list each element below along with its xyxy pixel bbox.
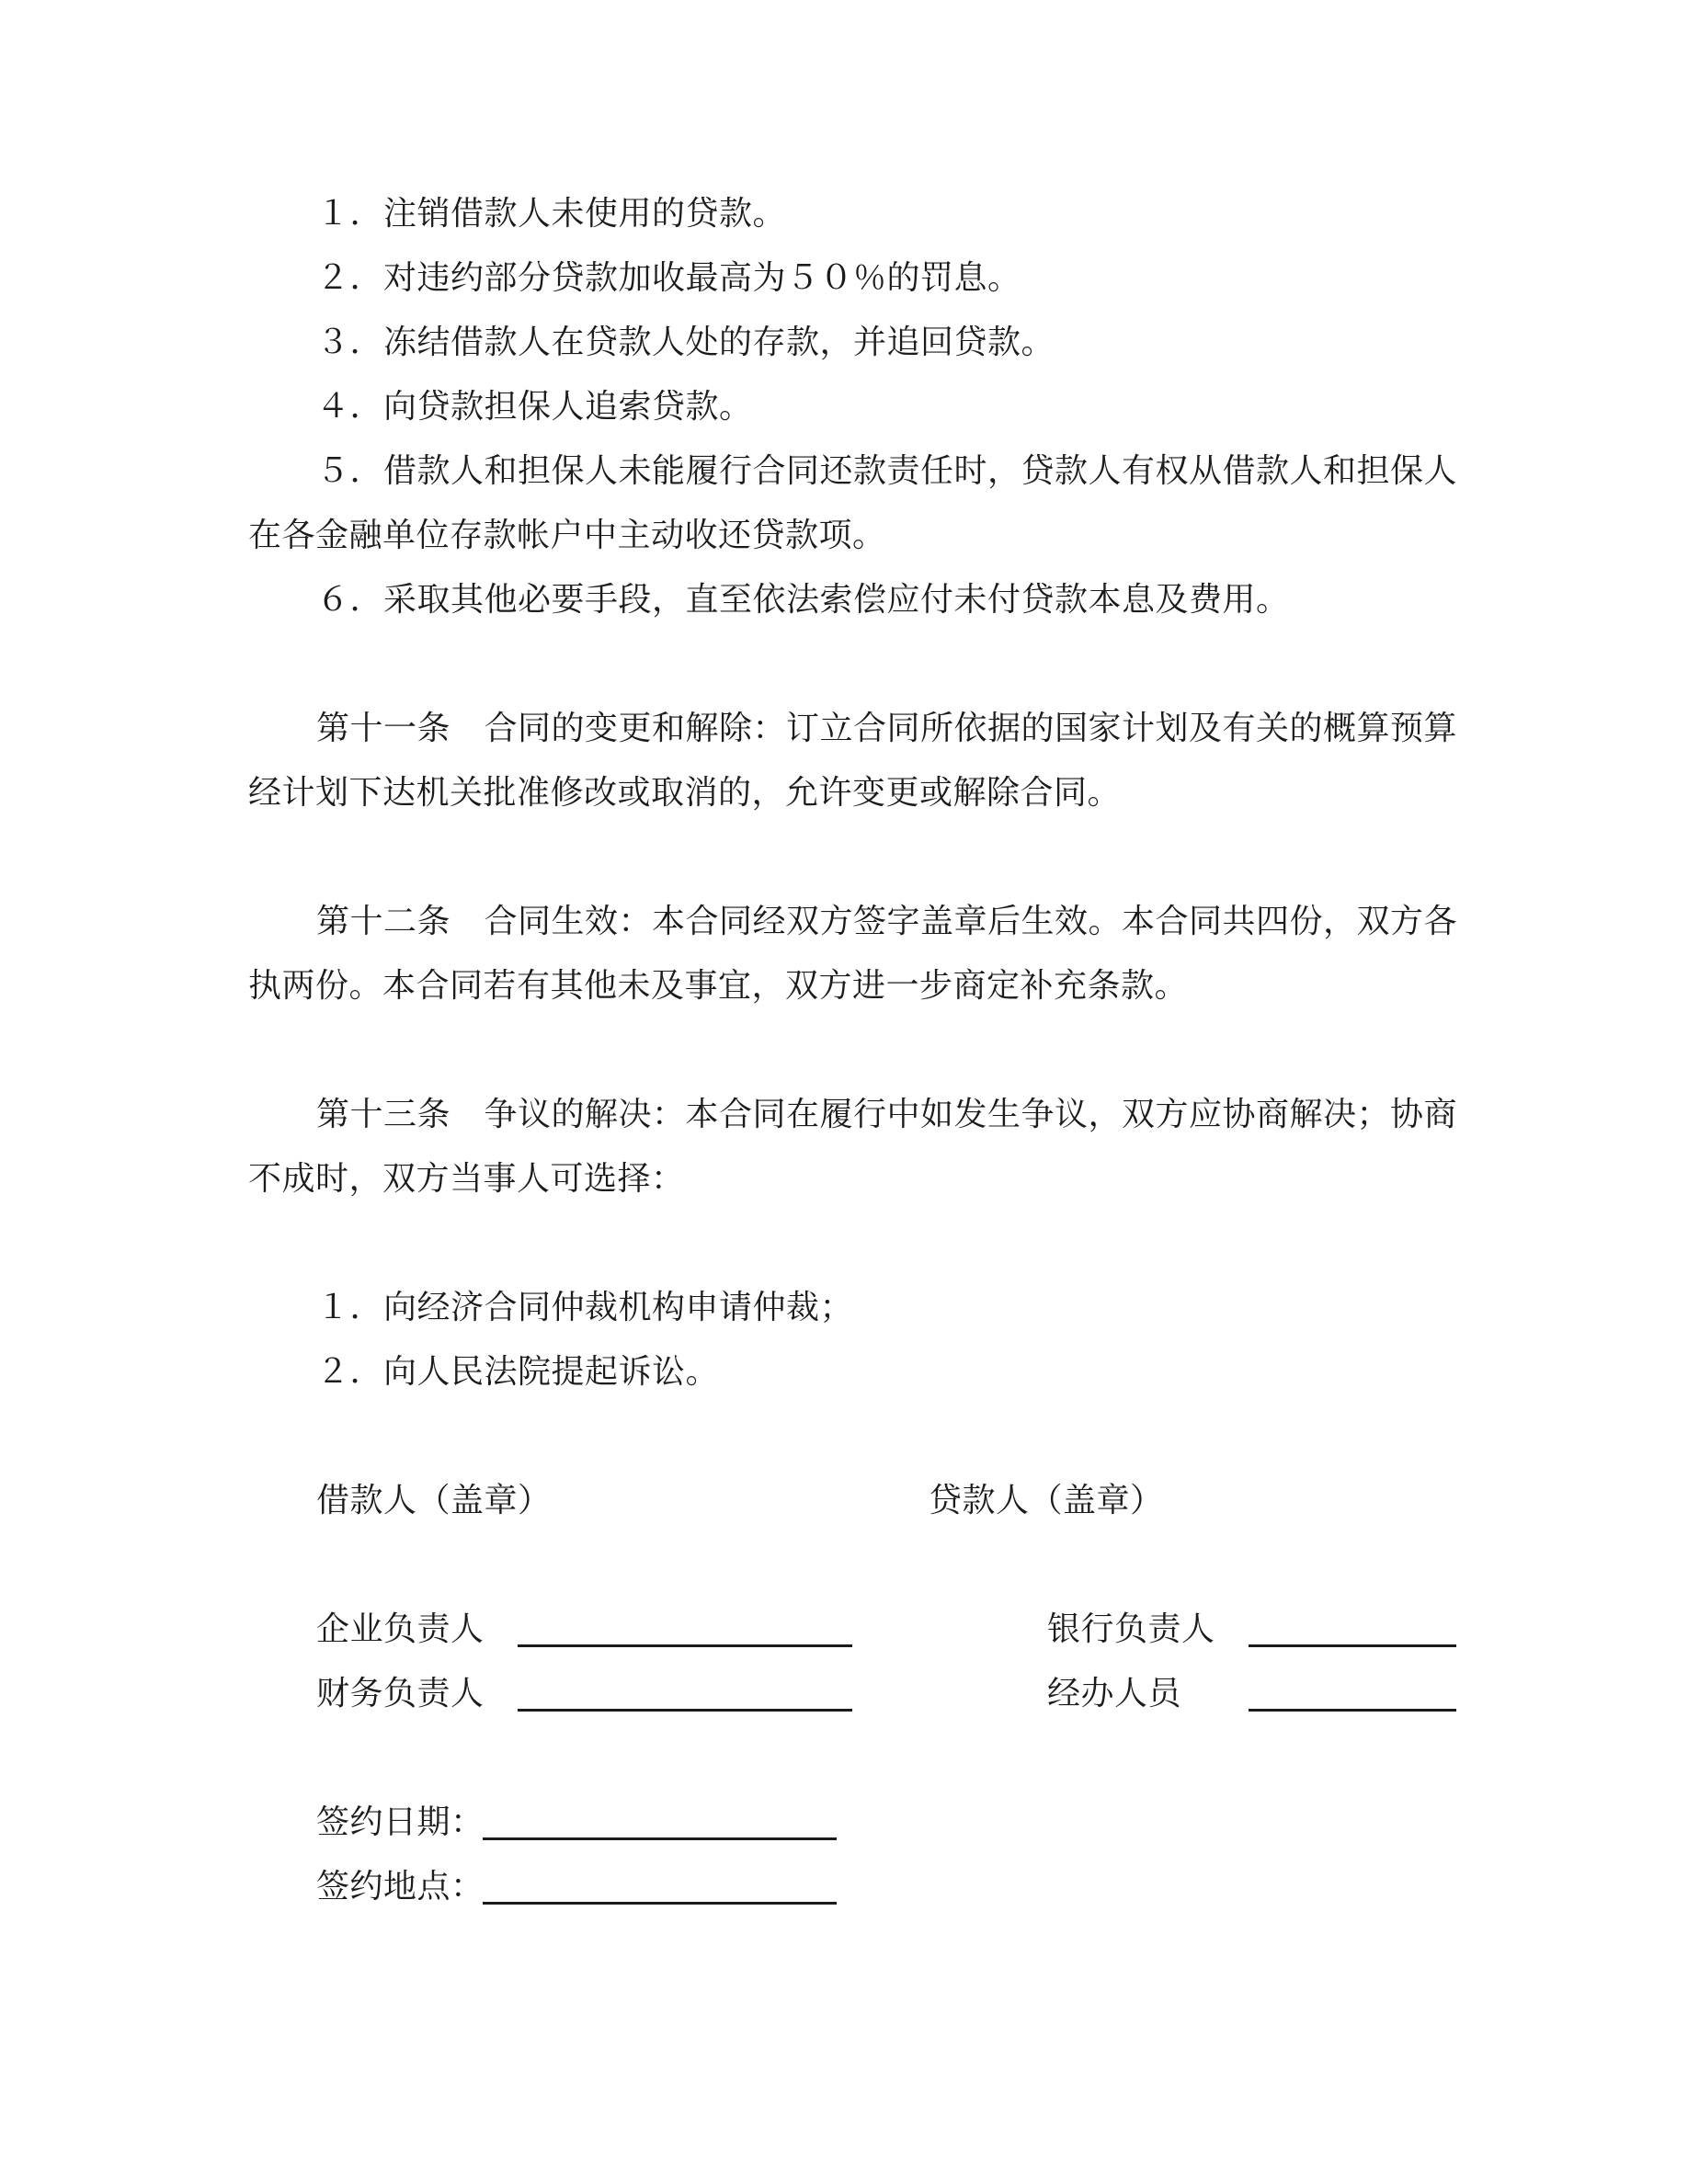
sign-date-fill-line bbox=[483, 1795, 837, 1840]
bank-head-fill-line bbox=[1249, 1602, 1456, 1647]
option-item-2: ２．向人民法院提起诉讼。 bbox=[316, 1353, 720, 1390]
responsible-row-1 bbox=[248, 1597, 1462, 1661]
clause-item-2: ２．对违约部分贷款加收最高为５０％的罚息。 bbox=[316, 259, 1021, 296]
sign-place-row bbox=[248, 1854, 1462, 1918]
clause-item-6: ６．采取其他必要手段，直至依法索偿应付未付贷款本息及费用。 bbox=[316, 581, 1290, 618]
article-11-line-2: 经计划下达机关批准修改或取消的，允许变更或解除合同。 bbox=[248, 774, 1122, 811]
clause-item-5-line-2: 在各金融单位存款帐户中主动收还贷款项。 bbox=[248, 517, 886, 553]
enterprise-head-fill-line bbox=[518, 1602, 852, 1647]
blank-line bbox=[248, 1211, 1462, 1275]
seal-row bbox=[248, 1468, 1462, 1532]
clause-item-4: ４．向贷款担保人追索贷款。 bbox=[316, 388, 753, 425]
article-12-line-2: 执两份。本合同若有其他未及事宜，双方进一步商定补充条款。 bbox=[248, 967, 1189, 1004]
clause-item-5-line-1: ５．借款人和担保人未能履行合同还款责任时，贷款人有权从借款人和担保人 bbox=[316, 452, 1458, 489]
finance-head-label: 财务负责人 bbox=[316, 1675, 485, 1712]
option-item-1: １．向经济合同仲裁机构申请仲裁； bbox=[316, 1289, 854, 1325]
sign-place-fill-line bbox=[483, 1860, 837, 1905]
article-13-line-2: 不成时，双方当事人可选择： bbox=[248, 1160, 685, 1197]
article-13-line-1: 第十三条 争议的解决：本合同在履行中如发生争议，双方应协商解决；协商 bbox=[316, 1096, 1458, 1132]
document-body bbox=[248, 181, 1462, 1918]
sign-date-row bbox=[248, 1790, 1462, 1854]
blank-line bbox=[248, 1532, 1462, 1597]
blank-line bbox=[248, 1404, 1462, 1468]
bank-head-label: 银行负责人 bbox=[1047, 1610, 1215, 1647]
blank-line bbox=[248, 1018, 1462, 1082]
blank-line bbox=[248, 825, 1462, 889]
responsible-row-2 bbox=[248, 1661, 1462, 1725]
blank-line bbox=[248, 1725, 1462, 1790]
article-11-line-1: 第十一条 合同的变更和解除：订立合同所依据的国家计划及有关的概算预算 bbox=[316, 710, 1458, 746]
borrower-seal-label: 借款人（盖章） bbox=[316, 1482, 552, 1519]
article-12-line-1: 第十二条 合同生效：本合同经双方签字盖章后生效。本合同共四份，双方各 bbox=[316, 903, 1458, 939]
sign-date-label: 签约日期： bbox=[316, 1803, 485, 1840]
handler-fill-line bbox=[1249, 1666, 1456, 1712]
finance-head-fill-line bbox=[518, 1666, 852, 1712]
lender-seal-label: 贷款人（盖章） bbox=[929, 1482, 1164, 1519]
clause-item-3: ３．冻结借款人在贷款人处的存款，并追回贷款。 bbox=[316, 324, 1055, 360]
blank-line bbox=[248, 631, 1462, 696]
sign-place-label: 签约地点： bbox=[316, 1868, 485, 1905]
enterprise-head-label: 企业负责人 bbox=[316, 1610, 485, 1647]
handler-label: 经办人员 bbox=[1047, 1675, 1182, 1712]
clause-item-1: １．注销借款人未使用的贷款。 bbox=[316, 195, 787, 232]
